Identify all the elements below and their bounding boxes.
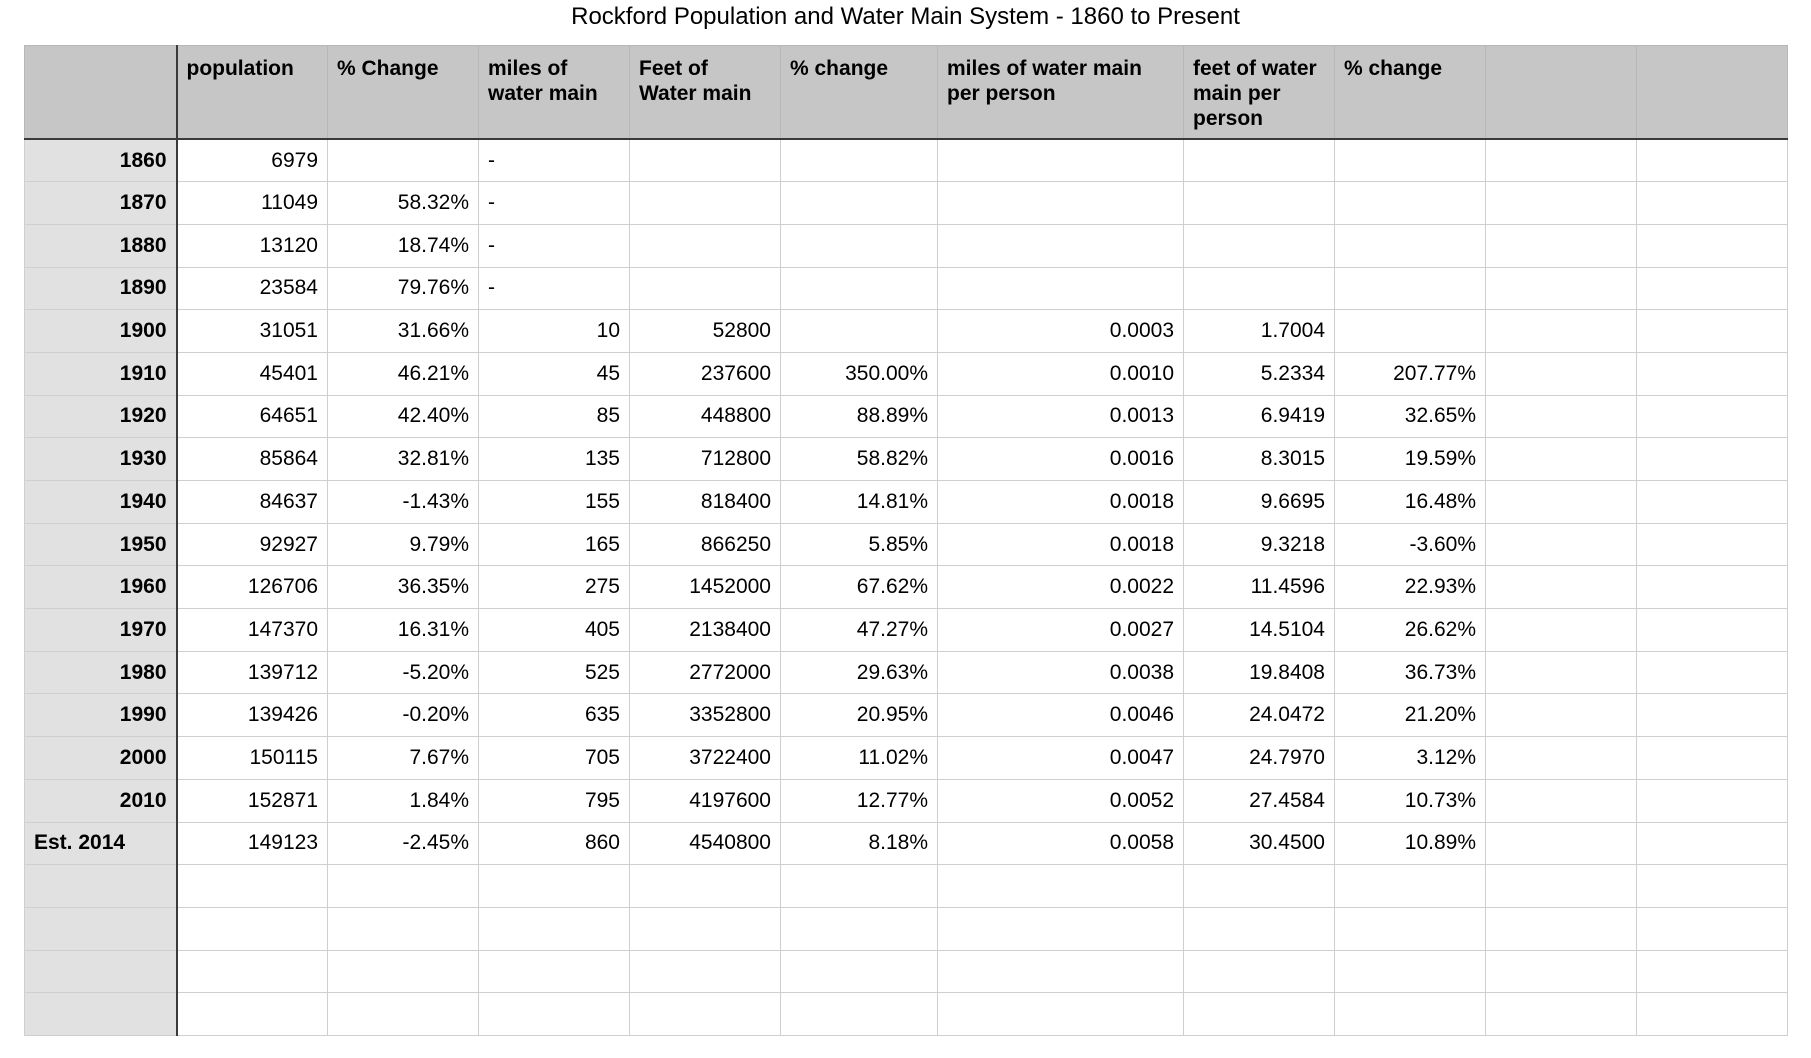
table-cell[interactable]: [1637, 523, 1788, 566]
table-cell[interactable]: 0.0013: [938, 395, 1184, 438]
row-header-cell[interactable]: 1910: [25, 352, 177, 395]
table-row: [25, 310, 1788, 353]
table-cell[interactable]: 3.12%: [1335, 737, 1486, 780]
table-cell[interactable]: 1.84%: [328, 779, 479, 822]
table-row: [25, 822, 1788, 865]
table-cell[interactable]: 0.0022: [938, 566, 1184, 609]
table-cell[interactable]: 36.73%: [1335, 651, 1486, 694]
table-cell[interactable]: 525: [479, 651, 630, 694]
row-header-cell[interactable]: 1860: [25, 139, 177, 182]
table-cell[interactable]: [1486, 993, 1637, 1036]
row-header-cell[interactable]: [25, 907, 177, 950]
table-cell[interactable]: 11.4596: [1184, 566, 1335, 609]
table-cell[interactable]: [630, 139, 781, 182]
table-cell[interactable]: 6.9419: [1184, 395, 1335, 438]
table-row: [25, 182, 1788, 225]
table-cell[interactable]: 32.81%: [328, 438, 479, 481]
table-cell[interactable]: 0.0010: [938, 352, 1184, 395]
table-cell[interactable]: [938, 267, 1184, 310]
table-cell[interactable]: [1335, 224, 1486, 267]
table-cell[interactable]: [938, 182, 1184, 225]
table-cell[interactable]: 866250: [630, 523, 781, 566]
table-cell[interactable]: [328, 139, 479, 182]
table-cell[interactable]: [1486, 907, 1637, 950]
column-header-2[interactable]: % Change: [328, 46, 479, 140]
table-cell[interactable]: [1637, 609, 1788, 652]
table-cell[interactable]: [1335, 139, 1486, 182]
column-header-3[interactable]: miles of water main: [479, 46, 630, 140]
table-cell[interactable]: [781, 950, 938, 993]
table-cell[interactable]: 8.3015: [1184, 438, 1335, 481]
table-cell[interactable]: 52800: [630, 310, 781, 353]
row-header-cell[interactable]: 1960: [25, 566, 177, 609]
row-header-cell[interactable]: 1880: [25, 224, 177, 267]
table-cell[interactable]: [1486, 523, 1637, 566]
table-cell[interactable]: [630, 267, 781, 310]
table-cell[interactable]: [328, 950, 479, 993]
table-cell[interactable]: 14.5104: [1184, 609, 1335, 652]
table-cell[interactable]: 22.93%: [1335, 566, 1486, 609]
table-cell[interactable]: 5.2334: [1184, 352, 1335, 395]
table-cell[interactable]: [328, 865, 479, 908]
table-cell[interactable]: [177, 950, 328, 993]
table-cell[interactable]: 16.48%: [1335, 481, 1486, 524]
table-cell[interactable]: [938, 139, 1184, 182]
table-cell[interactable]: [1335, 907, 1486, 950]
table-cell[interactable]: 4540800: [630, 822, 781, 865]
table-cell[interactable]: 2772000: [630, 651, 781, 694]
table-cell[interactable]: [1486, 438, 1637, 481]
table-row: [25, 779, 1788, 822]
table-cell[interactable]: [1637, 267, 1788, 310]
table-cell[interactable]: [1637, 950, 1788, 993]
table-cell[interactable]: 64651: [177, 395, 328, 438]
table-cell[interactable]: 42.40%: [328, 395, 479, 438]
table-cell[interactable]: 30.4500: [1184, 822, 1335, 865]
table-row: [25, 481, 1788, 524]
table-cell[interactable]: [1184, 139, 1335, 182]
row-header-cell[interactable]: 2000: [25, 737, 177, 780]
table-cell[interactable]: [1486, 224, 1637, 267]
data-table: [24, 45, 1788, 1036]
table-cell[interactable]: [177, 865, 328, 908]
table-row: [25, 224, 1788, 267]
table-cell[interactable]: [479, 907, 630, 950]
table-cell[interactable]: [1486, 352, 1637, 395]
row-header-cell[interactable]: 1940: [25, 481, 177, 524]
table-cell[interactable]: 32.65%: [1335, 395, 1486, 438]
table-cell[interactable]: 9.6695: [1184, 481, 1335, 524]
row-header-cell[interactable]: 1950: [25, 523, 177, 566]
table-cell[interactable]: 149123: [177, 822, 328, 865]
table-cell[interactable]: [781, 267, 938, 310]
table-cell[interactable]: -: [479, 182, 630, 225]
table-cell[interactable]: 705: [479, 737, 630, 780]
table-cell[interactable]: [1184, 224, 1335, 267]
table-cell[interactable]: 67.62%: [781, 566, 938, 609]
column-header-10[interactable]: [1637, 46, 1788, 140]
table-cell[interactable]: 27.4584: [1184, 779, 1335, 822]
table-cell[interactable]: 155: [479, 481, 630, 524]
column-header-4[interactable]: Feet of Water main: [630, 46, 781, 140]
table-cell[interactable]: 350.00%: [781, 352, 938, 395]
table-cell[interactable]: 24.7970: [1184, 737, 1335, 780]
table-cell[interactable]: 79.76%: [328, 267, 479, 310]
table-cell[interactable]: 24.0472: [1184, 694, 1335, 737]
table-cell[interactable]: 712800: [630, 438, 781, 481]
table-cell[interactable]: [1184, 907, 1335, 950]
row-header-cell[interactable]: 1990: [25, 694, 177, 737]
table-cell[interactable]: [479, 950, 630, 993]
row-header-cell[interactable]: Est. 2014: [25, 822, 177, 865]
table-cell[interactable]: -5.20%: [328, 651, 479, 694]
table-cell[interactable]: 4197600: [630, 779, 781, 822]
table-cell[interactable]: [1335, 182, 1486, 225]
table-cell[interactable]: 165: [479, 523, 630, 566]
table-cell[interactable]: 12.77%: [781, 779, 938, 822]
table-cell[interactable]: [1637, 481, 1788, 524]
table-cell[interactable]: 10.89%: [1335, 822, 1486, 865]
table-row: [25, 694, 1788, 737]
table-row: [25, 566, 1788, 609]
table-cell[interactable]: 23584: [177, 267, 328, 310]
table-row: [25, 737, 1788, 780]
table-cell[interactable]: [1486, 779, 1637, 822]
table-cell[interactable]: [177, 993, 328, 1036]
table-cell[interactable]: 0.0046: [938, 694, 1184, 737]
table-cell[interactable]: 207.77%: [1335, 352, 1486, 395]
table-cell[interactable]: [781, 907, 938, 950]
column-header-6[interactable]: miles of water main per person: [938, 46, 1184, 140]
table-cell[interactable]: 3722400: [630, 737, 781, 780]
table-cell[interactable]: 1452000: [630, 566, 781, 609]
table-cell[interactable]: [1184, 950, 1335, 993]
table-cell[interactable]: 6979: [177, 139, 328, 182]
table-cell[interactable]: 7.67%: [328, 737, 479, 780]
table-cell[interactable]: 11049: [177, 182, 328, 225]
table-cell[interactable]: [1637, 139, 1788, 182]
table-cell[interactable]: 45: [479, 352, 630, 395]
table-cell[interactable]: [1335, 950, 1486, 993]
table-cell[interactable]: 275: [479, 566, 630, 609]
table-cell[interactable]: [1637, 566, 1788, 609]
table-cell[interactable]: 860: [479, 822, 630, 865]
table-cell[interactable]: -3.60%: [1335, 523, 1486, 566]
table-cell[interactable]: [938, 907, 1184, 950]
table-row: [25, 950, 1788, 993]
table-cell[interactable]: [1637, 865, 1788, 908]
table-cell[interactable]: [1486, 182, 1637, 225]
table-cell[interactable]: [1184, 182, 1335, 225]
table-cell[interactable]: 0.0018: [938, 523, 1184, 566]
table-cell[interactable]: [781, 182, 938, 225]
table-cell[interactable]: [938, 950, 1184, 993]
table-cell[interactable]: 11.02%: [781, 737, 938, 780]
row-header-cell[interactable]: 1890: [25, 267, 177, 310]
row-header-cell[interactable]: 1920: [25, 395, 177, 438]
table-cell[interactable]: [938, 224, 1184, 267]
table-cell[interactable]: [1637, 993, 1788, 1036]
table-cell[interactable]: 139426: [177, 694, 328, 737]
table-cell[interactable]: 139712: [177, 651, 328, 694]
table-row: [25, 395, 1788, 438]
table-cell[interactable]: 31051: [177, 310, 328, 353]
table-row: [25, 865, 1788, 908]
table-cell[interactable]: 147370: [177, 609, 328, 652]
row-header-cell[interactable]: [25, 865, 177, 908]
column-header-5[interactable]: % change: [781, 46, 938, 140]
table-cell[interactable]: 92927: [177, 523, 328, 566]
column-header-8[interactable]: % change: [1335, 46, 1486, 140]
row-header-cell[interactable]: 1900: [25, 310, 177, 353]
table-cell[interactable]: [1637, 224, 1788, 267]
column-header-9[interactable]: [1486, 46, 1637, 140]
table-cell[interactable]: 10: [479, 310, 630, 353]
table-cell[interactable]: [1486, 395, 1637, 438]
table-cell[interactable]: 0.0052: [938, 779, 1184, 822]
table-cell[interactable]: -2.45%: [328, 822, 479, 865]
table-cell[interactable]: [1335, 310, 1486, 353]
table-cell[interactable]: [1486, 609, 1637, 652]
column-header-1[interactable]: population: [177, 46, 328, 140]
table-cell[interactable]: 9.3218: [1184, 523, 1335, 566]
table-cell[interactable]: [630, 993, 781, 1036]
table-cell[interactable]: 0.0027: [938, 609, 1184, 652]
table-cell[interactable]: [1637, 737, 1788, 780]
table-cell[interactable]: [328, 993, 479, 1036]
table-cell[interactable]: 26.62%: [1335, 609, 1486, 652]
table-cell[interactable]: [1335, 865, 1486, 908]
table-cell[interactable]: [781, 310, 938, 353]
table-cell[interactable]: 150115: [177, 737, 328, 780]
table-row: [25, 438, 1788, 481]
row-header-cell[interactable]: 2010: [25, 779, 177, 822]
table-cell[interactable]: 47.27%: [781, 609, 938, 652]
table-cell[interactable]: 10.73%: [1335, 779, 1486, 822]
table-cell[interactable]: [1637, 779, 1788, 822]
table-cell[interactable]: [1637, 651, 1788, 694]
table-cell[interactable]: 29.63%: [781, 651, 938, 694]
table-cell[interactable]: 126706: [177, 566, 328, 609]
table-cell[interactable]: [177, 907, 328, 950]
corner-header-cell[interactable]: [25, 46, 177, 140]
table-cell[interactable]: 13120: [177, 224, 328, 267]
table-cell[interactable]: 0.0018: [938, 481, 1184, 524]
table-cell[interactable]: 36.35%: [328, 566, 479, 609]
table-cell[interactable]: 18.74%: [328, 224, 479, 267]
table-cell[interactable]: 20.95%: [781, 694, 938, 737]
table-cell[interactable]: [479, 993, 630, 1036]
table-cell[interactable]: 21.20%: [1335, 694, 1486, 737]
table-cell[interactable]: -: [479, 224, 630, 267]
table-cell[interactable]: 46.21%: [328, 352, 479, 395]
table-cell[interactable]: 0.0003: [938, 310, 1184, 353]
table-cell[interactable]: 88.89%: [781, 395, 938, 438]
table-cell[interactable]: 14.81%: [781, 481, 938, 524]
table-cell[interactable]: 818400: [630, 481, 781, 524]
table-cell[interactable]: 0.0047: [938, 737, 1184, 780]
table-cell[interactable]: [1486, 481, 1637, 524]
table-cell[interactable]: [1486, 139, 1637, 182]
table-row: [25, 609, 1788, 652]
row-header-cell[interactable]: 1870: [25, 182, 177, 225]
table-cell[interactable]: [1486, 737, 1637, 780]
table-cell[interactable]: [1335, 993, 1486, 1036]
table-row: [25, 651, 1788, 694]
table-cell[interactable]: -: [479, 267, 630, 310]
table-cell[interactable]: [1637, 352, 1788, 395]
table-cell[interactable]: [938, 865, 1184, 908]
table-cell[interactable]: 237600: [630, 352, 781, 395]
table-cell[interactable]: [1637, 438, 1788, 481]
table-body: [25, 139, 1788, 1035]
table-cell[interactable]: 448800: [630, 395, 781, 438]
table-cell[interactable]: 85864: [177, 438, 328, 481]
table-cell[interactable]: 8.18%: [781, 822, 938, 865]
table-cell[interactable]: [1637, 395, 1788, 438]
table-cell[interactable]: [630, 224, 781, 267]
table-cell[interactable]: [1637, 694, 1788, 737]
table-cell[interactable]: 5.85%: [781, 523, 938, 566]
table-cell[interactable]: [1184, 993, 1335, 1036]
table-cell[interactable]: [479, 865, 630, 908]
table-cell[interactable]: [781, 993, 938, 1036]
table-cell[interactable]: 3352800: [630, 694, 781, 737]
table-cell[interactable]: [1486, 694, 1637, 737]
row-header-cell[interactable]: 1970: [25, 609, 177, 652]
table-cell[interactable]: 16.31%: [328, 609, 479, 652]
table-cell[interactable]: 405: [479, 609, 630, 652]
table-cell[interactable]: -1.43%: [328, 481, 479, 524]
table-cell[interactable]: [1184, 865, 1335, 908]
table-cell[interactable]: [630, 950, 781, 993]
table-cell[interactable]: 9.79%: [328, 523, 479, 566]
table-cell[interactable]: 58.82%: [781, 438, 938, 481]
table-cell[interactable]: 795: [479, 779, 630, 822]
table-cell[interactable]: [1486, 950, 1637, 993]
table-cell[interactable]: [1637, 907, 1788, 950]
table-cell[interactable]: 0.0058: [938, 822, 1184, 865]
table-cell[interactable]: 0.0038: [938, 651, 1184, 694]
table-cell[interactable]: [1486, 566, 1637, 609]
row-header-cell[interactable]: 1930: [25, 438, 177, 481]
table-cell[interactable]: [781, 224, 938, 267]
table-row: [25, 352, 1788, 395]
table-cell[interactable]: [781, 865, 938, 908]
table-cell[interactable]: 635: [479, 694, 630, 737]
table-row: [25, 139, 1788, 182]
table-row: [25, 907, 1788, 950]
row-header-cell[interactable]: [25, 950, 177, 993]
table-cell[interactable]: [1637, 822, 1788, 865]
sheet-title: Rockford Population and Water Main System - 1860 to Present: [571, 3, 1240, 30]
table-cell[interactable]: -: [479, 139, 630, 182]
table-cell[interactable]: 58.32%: [328, 182, 479, 225]
table-row: [25, 267, 1788, 310]
table-cell[interactable]: [630, 907, 781, 950]
table-cell[interactable]: -0.20%: [328, 694, 479, 737]
table-cell[interactable]: [1486, 822, 1637, 865]
table-cell[interactable]: 0.0016: [938, 438, 1184, 481]
table-cell[interactable]: [1486, 865, 1637, 908]
table-cell[interactable]: [1335, 267, 1486, 310]
table-cell[interactable]: [1486, 651, 1637, 694]
table-cell[interactable]: [1486, 267, 1637, 310]
table-cell[interactable]: [1486, 310, 1637, 353]
table-cell[interactable]: [328, 907, 479, 950]
table-cell[interactable]: [781, 139, 938, 182]
header-row: [25, 46, 1788, 140]
table-cell[interactable]: [630, 182, 781, 225]
table-cell[interactable]: 19.59%: [1335, 438, 1486, 481]
table-cell[interactable]: [1637, 182, 1788, 225]
table-cell[interactable]: [1184, 267, 1335, 310]
table-cell[interactable]: 152871: [177, 779, 328, 822]
table-cell[interactable]: 45401: [177, 352, 328, 395]
table-row: [25, 993, 1788, 1036]
table-cell[interactable]: 84637: [177, 481, 328, 524]
table-cell[interactable]: [938, 993, 1184, 1036]
row-header-cell[interactable]: [25, 993, 177, 1036]
table-cell[interactable]: 2138400: [630, 609, 781, 652]
column-header-7[interactable]: feet of water main per person: [1184, 46, 1335, 140]
table-cell[interactable]: [630, 865, 781, 908]
table-cell[interactable]: 19.8408: [1184, 651, 1335, 694]
table-cell[interactable]: 31.66%: [328, 310, 479, 353]
table-row: [25, 523, 1788, 566]
table-cell[interactable]: 135: [479, 438, 630, 481]
table-cell[interactable]: [1637, 310, 1788, 353]
table-cell[interactable]: 1.7004: [1184, 310, 1335, 353]
row-header-cell[interactable]: 1980: [25, 651, 177, 694]
table-cell[interactable]: 85: [479, 395, 630, 438]
